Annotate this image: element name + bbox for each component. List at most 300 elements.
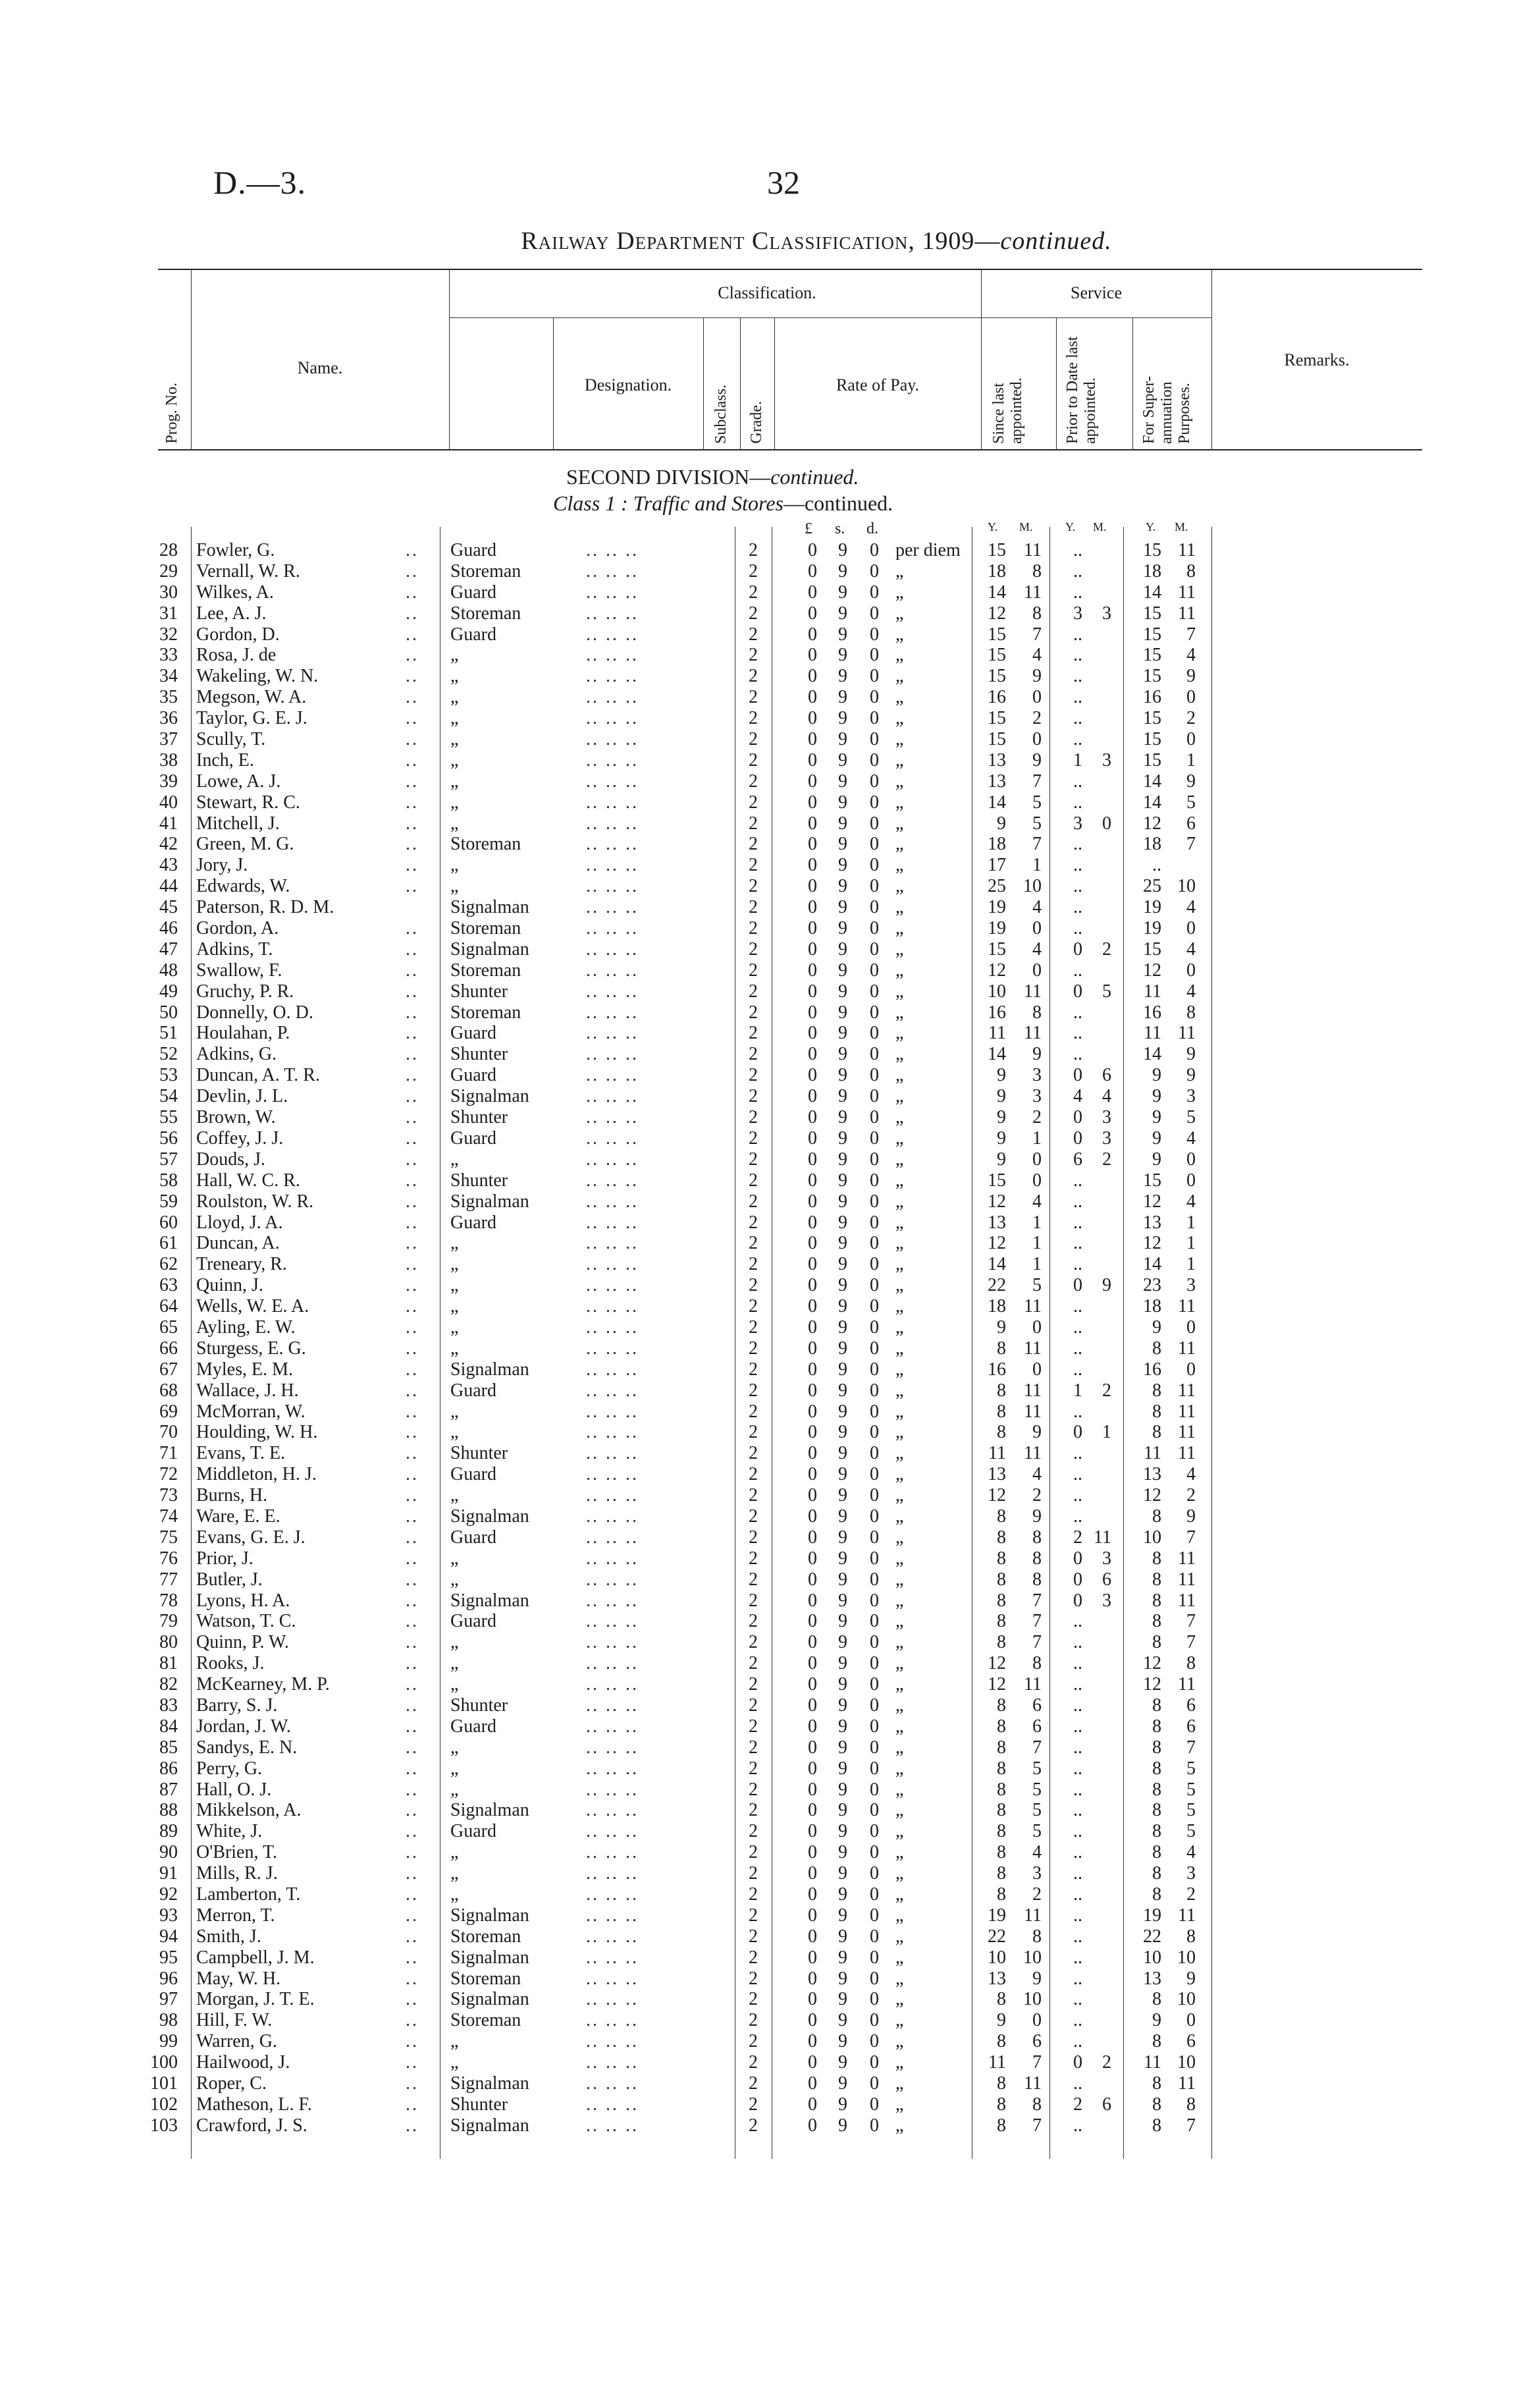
since-years: 8 [997, 1695, 1006, 1716]
pay-pounds: 0 [808, 687, 817, 708]
grade: 2 [749, 1527, 758, 1548]
grade: 2 [749, 1863, 758, 1884]
super-months: 11 [1178, 1023, 1196, 1044]
prog-no: 42 [159, 834, 178, 855]
pay-note: „ [895, 1212, 904, 1233]
pay-note: „ [895, 1002, 904, 1023]
table-row [0, 1485, 1540, 1506]
super-months: 7 [1186, 1527, 1196, 1548]
unit-years: Y. [988, 520, 998, 533]
prog-no: 51 [159, 1023, 178, 1044]
pay-note: „ [895, 687, 904, 708]
table-row [0, 1779, 1540, 1801]
grade: 2 [749, 1023, 758, 1044]
pay-shillings: 9 [838, 2010, 847, 2031]
pay-note: „ [895, 1716, 904, 1737]
super-months: 5 [1186, 792, 1196, 813]
table-row [0, 603, 1540, 624]
leader-dots: .. [406, 1149, 419, 1170]
pay-shillings: 9 [838, 981, 847, 1002]
super-years: 11 [1144, 981, 1161, 1002]
prior-years: .. [1073, 1968, 1082, 1989]
prog-no: 39 [159, 771, 178, 792]
pay-pence: 0 [870, 1107, 879, 1128]
grade: 2 [749, 2031, 758, 2052]
designation: Shunter [450, 1695, 508, 1716]
since-years: 8 [997, 2031, 1006, 2052]
pay-pence: 0 [870, 1485, 879, 1506]
grade: 2 [749, 1464, 758, 1485]
since-months: 5 [1032, 1821, 1042, 1842]
since-months: 0 [1032, 1359, 1042, 1380]
super-years: 10 [1143, 1947, 1161, 1968]
pay-pence: 0 [870, 1800, 879, 1821]
pay-shillings: 9 [838, 1968, 847, 1989]
designation: Guard [450, 1065, 496, 1086]
prog-no: 38 [159, 749, 178, 771]
prior-years: .. [1073, 1842, 1082, 1863]
super-years: 9 [1152, 1086, 1161, 1107]
leader-dots: .. .. .. [586, 1401, 639, 1422]
leader-dots: .. [406, 1758, 419, 1779]
prog-no: 30 [159, 582, 178, 603]
super-years: 11 [1144, 2052, 1161, 2073]
employee-name: Smith, J. [196, 1926, 261, 1947]
table-row [0, 1590, 1540, 1612]
designation: „ [450, 855, 459, 876]
grade: 2 [749, 1716, 758, 1737]
designation: „ [450, 2031, 459, 2052]
pay-note: „ [895, 1884, 904, 1905]
prior-years: 0 [1073, 1590, 1082, 1611]
employee-name: Devlin, J. L. [196, 1086, 288, 1107]
prior-months: 6 [1102, 2094, 1111, 2115]
leader-dots: .. [406, 1842, 419, 1863]
pay-shillings: 9 [838, 1254, 847, 1275]
employee-name: Burns, H. [196, 1485, 268, 1506]
prog-no: 40 [159, 792, 178, 813]
designation: „ [450, 1674, 459, 1695]
leader-dots: .. [406, 645, 419, 666]
since-months: 1 [1032, 1254, 1042, 1275]
leader-dots: .. [406, 749, 419, 771]
prog-no: 69 [159, 1401, 178, 1422]
designation: Guard [450, 1716, 496, 1737]
since-months: 11 [1024, 1296, 1042, 1317]
since-months: 11 [1024, 1401, 1042, 1422]
prog-no: 79 [159, 1611, 178, 1632]
leader-dots: .. .. .. [586, 1926, 639, 1947]
prior-years: .. [1073, 1884, 1082, 1905]
employee-name: Lloyd, J. A. [196, 1212, 283, 1233]
super-years: 8 [1152, 1569, 1161, 1590]
leader-dots: .. .. .. [586, 624, 639, 645]
super-years: 14 [1143, 771, 1161, 792]
prior-years: 6 [1073, 1149, 1082, 1170]
super-years: 19 [1143, 918, 1161, 939]
divider [740, 317, 741, 450]
pay-shillings: 9 [838, 687, 847, 708]
pay-note: „ [895, 1695, 904, 1716]
designation: Storeman [450, 918, 521, 939]
division-continued: continued. [770, 465, 859, 489]
leader-dots: .. [406, 2031, 419, 2052]
table-row [0, 582, 1540, 603]
pay-pounds: 0 [808, 1863, 817, 1884]
prior-years: .. [1073, 855, 1082, 876]
prior-months: 3 [1102, 749, 1111, 771]
super-months: 8 [1186, 1653, 1196, 1674]
designation: „ [450, 1149, 459, 1170]
table-row [0, 1338, 1540, 1359]
since-years: 14 [988, 792, 1006, 813]
pay-shillings: 9 [838, 1359, 847, 1380]
table-row [0, 1128, 1540, 1149]
since-years: 8 [997, 1527, 1006, 1548]
leader-dots: .. .. .. [586, 1233, 639, 1254]
class-label: Class 1 : [553, 491, 633, 515]
super-months: 5 [1186, 1107, 1196, 1128]
pay-note: „ [895, 1254, 904, 1275]
pay-note: „ [895, 603, 904, 624]
pay-pence: 0 [870, 1716, 879, 1737]
designation: „ [450, 749, 459, 771]
prior-months: 11 [1094, 1527, 1111, 1548]
prior-years: .. [1073, 792, 1082, 813]
super-months: 7 [1186, 1737, 1196, 1758]
pay-pounds: 0 [808, 1632, 817, 1653]
super-years: 9 [1152, 1107, 1161, 1128]
pay-pounds: 0 [808, 1044, 817, 1065]
leader-dots: .. .. .. [586, 834, 639, 855]
table-row [0, 1548, 1540, 1569]
super-years: 14 [1143, 1044, 1161, 1065]
designation: Guard [450, 1023, 496, 1044]
pay-pence: 0 [870, 749, 879, 771]
prog-no: 84 [159, 1716, 178, 1737]
super-years: 12 [1143, 1191, 1161, 1212]
grade: 2 [749, 813, 758, 834]
prior-years: 0 [1073, 1422, 1082, 1443]
grade: 2 [749, 855, 758, 876]
table-row [0, 1359, 1540, 1380]
since-months: 0 [1032, 2010, 1042, 2031]
super-months: 9 [1186, 1968, 1196, 1989]
since-months: 1 [1032, 1212, 1042, 1233]
employee-name: Wilkes, A. [196, 582, 274, 603]
designation: Guard [450, 1127, 496, 1149]
table-row [0, 876, 1540, 897]
pay-shillings: 9 [838, 1527, 847, 1548]
pay-pence: 0 [870, 1842, 879, 1863]
prog-no: 81 [159, 1653, 178, 1674]
pay-shillings: 9 [838, 1821, 847, 1842]
prior-years: 0 [1073, 2052, 1082, 2073]
since-months: 8 [1032, 1926, 1042, 1947]
divider [449, 269, 450, 450]
pay-note: „ [895, 708, 904, 729]
pay-shillings: 9 [838, 582, 847, 603]
pay-pence: 0 [870, 1926, 879, 1947]
super-years: 8 [1152, 1737, 1161, 1758]
unit-months: M. [1175, 520, 1188, 533]
pay-pounds: 0 [808, 1107, 817, 1128]
since-months: 8 [1032, 1002, 1042, 1023]
since-years: 9 [997, 1086, 1006, 1107]
since-months: 2 [1032, 708, 1042, 729]
leader-dots: .. [406, 813, 419, 834]
super-years: 8 [1152, 2031, 1161, 2052]
leader-dots: .. [406, 1275, 419, 1296]
prior-years: .. [1073, 771, 1082, 792]
col-superannuation: For Super-annuation Purposes. [1140, 376, 1193, 444]
employee-name: Adkins, G. [196, 1044, 277, 1065]
prior-years: 3 [1073, 813, 1082, 834]
leader-dots: .. [406, 1338, 419, 1359]
pay-note: „ [895, 1863, 904, 1884]
super-months: 4 [1186, 897, 1196, 918]
since-years: 15 [988, 708, 1006, 729]
leader-dots: .. [406, 792, 419, 813]
pay-pence: 0 [870, 1653, 879, 1674]
table-row [0, 1842, 1540, 1863]
col-service: Service [1071, 283, 1122, 302]
super-months: 1 [1186, 1212, 1196, 1233]
pay-pence: 0 [870, 2031, 879, 2052]
prog-no: 89 [159, 1821, 178, 1842]
since-months: 2 [1032, 1485, 1042, 1506]
pay-pence: 0 [870, 834, 879, 855]
pay-pounds: 0 [808, 1002, 817, 1023]
since-months: 0 [1032, 1170, 1042, 1191]
since-months: 7 [1032, 1632, 1042, 1653]
employee-name: Gordon, D. [196, 624, 280, 645]
designation: „ [450, 1275, 459, 1296]
since-years: 8 [997, 1716, 1006, 1737]
super-months: 9 [1186, 1506, 1196, 1527]
grade: 2 [749, 1968, 758, 1989]
pay-pounds: 0 [808, 1653, 817, 1674]
grade: 2 [749, 1506, 758, 1527]
pay-pence: 0 [870, 1569, 879, 1590]
table-row [0, 960, 1540, 981]
since-years: 10 [988, 1947, 1006, 1968]
pay-pence: 0 [870, 645, 879, 666]
since-years: 16 [988, 1002, 1006, 1023]
employee-name: Sturgess, E. G. [196, 1338, 306, 1359]
table-row [0, 540, 1540, 561]
super-months: 8 [1186, 2094, 1196, 2115]
super-years: 25 [1143, 876, 1161, 897]
super-months: 11 [1178, 1380, 1196, 1401]
prog-no: 76 [159, 1548, 178, 1569]
pay-pence: 0 [870, 624, 879, 645]
leader-dots: .. .. .. [586, 918, 639, 939]
grade: 2 [749, 1821, 758, 1842]
designation: Signalman [450, 1191, 529, 1212]
pay-pence: 0 [870, 1254, 879, 1275]
class-continued: —continued. [783, 491, 893, 515]
prog-no: 58 [159, 1170, 178, 1191]
designation: Signalman [450, 1506, 529, 1527]
designation: Shunter [450, 1443, 508, 1464]
pay-shillings: 9 [838, 1548, 847, 1569]
super-years: 8 [1152, 1884, 1161, 1905]
since-months: 11 [1024, 1443, 1042, 1464]
pay-pounds: 0 [808, 1233, 817, 1254]
pay-note: per diem [895, 540, 961, 560]
pay-shillings: 9 [838, 1380, 847, 1401]
leader-dots: .. [406, 981, 419, 1002]
pay-shillings: 9 [838, 1422, 847, 1443]
leader-dots: .. [406, 1590, 419, 1611]
grade: 2 [749, 1002, 758, 1023]
prior-years: .. [1073, 666, 1082, 687]
pay-note: „ [895, 1758, 904, 1779]
leader-dots: .. .. .. [586, 666, 639, 687]
leader-dots: .. [406, 1485, 419, 1506]
leader-dots: .. [406, 1401, 419, 1422]
col-subclass: Subclass. [712, 385, 730, 444]
pay-note: „ [895, 1989, 904, 2010]
pay-pounds: 0 [808, 1548, 817, 1569]
employee-name: Myles, E. M. [196, 1359, 293, 1380]
since-months: 11 [1024, 1674, 1042, 1695]
super-months: 11 [1178, 2073, 1196, 2094]
super-months: 6 [1186, 1695, 1196, 1716]
grade: 2 [749, 1485, 758, 1506]
super-years: 9 [1152, 1149, 1161, 1170]
super-months: 4 [1186, 1842, 1196, 1863]
pay-pence: 0 [870, 2010, 879, 2031]
super-years: 8 [1152, 1380, 1161, 1401]
pay-note: „ [895, 1065, 904, 1086]
page-title-continued: continued. [1000, 227, 1112, 255]
pay-shillings: 9 [838, 2052, 847, 2073]
pay-shillings: 9 [838, 1044, 847, 1065]
super-years: 14 [1143, 792, 1161, 813]
grade: 2 [749, 1737, 758, 1758]
pay-shillings: 9 [838, 876, 847, 897]
leader-dots: .. [406, 603, 419, 624]
since-months: 9 [1032, 666, 1042, 687]
pay-pence: 0 [870, 1044, 879, 1065]
prior-months: 9 [1102, 1275, 1111, 1296]
super-months: 1 [1186, 1233, 1196, 1254]
prog-no: 54 [159, 1086, 178, 1107]
grade: 2 [749, 1127, 758, 1149]
leader-dots: .. .. .. [586, 1779, 639, 1800]
super-months: 11 [1178, 1338, 1196, 1359]
pay-note: „ [895, 1737, 904, 1758]
pay-pence: 0 [870, 1758, 879, 1779]
since-years: 13 [988, 1968, 1006, 1989]
pay-pounds: 0 [808, 1170, 817, 1191]
designation: „ [450, 1863, 459, 1884]
prog-no: 53 [159, 1065, 178, 1086]
prior-years: .. [1073, 897, 1082, 918]
super-months: 10 [1177, 1947, 1196, 1968]
table-row [0, 750, 1540, 771]
since-months: 7 [1032, 1737, 1042, 1758]
grade: 2 [749, 1884, 758, 1905]
section-title [566, 465, 859, 489]
pay-pence: 0 [870, 918, 879, 939]
super-years: 8 [1152, 1611, 1161, 1632]
pay-shillings: 9 [838, 729, 847, 750]
pay-pounds: 0 [808, 560, 817, 582]
prog-no: 29 [159, 560, 178, 582]
super-years: 9 [1152, 1127, 1161, 1149]
pay-note: „ [895, 645, 904, 666]
grade: 2 [749, 582, 758, 603]
since-months: 7 [1032, 1590, 1042, 1611]
prior-years: .. [1073, 1989, 1082, 2010]
employee-name: Donnelly, O. D. [196, 1002, 313, 1023]
leader-dots: .. .. .. [586, 2010, 639, 2031]
pay-shillings: 9 [838, 1590, 847, 1611]
leader-dots: .. .. .. [586, 1127, 639, 1149]
designation: „ [450, 1338, 459, 1359]
leader-dots: .. [406, 1863, 419, 1884]
super-years: 8 [1152, 2073, 1161, 2094]
leader-dots: .. .. .. [586, 1674, 639, 1695]
table-row [0, 1086, 1540, 1107]
prog-no: 67 [159, 1359, 178, 1380]
pay-pounds: 0 [808, 2073, 817, 2094]
grade: 2 [749, 1800, 758, 1821]
table-row [0, 1884, 1540, 1905]
employee-name: Scully, T. [196, 729, 266, 750]
since-months: 3 [1032, 1065, 1042, 1086]
pay-pence: 0 [870, 666, 879, 687]
since-years: 9 [997, 1107, 1006, 1128]
since-months: 9 [1032, 1506, 1042, 1527]
leader-dots: .. [406, 540, 419, 560]
pay-shillings: 9 [838, 624, 847, 645]
employee-name: Crawford, J. S. [196, 2115, 307, 2136]
super-years: 12 [1143, 1233, 1161, 1254]
employee-name: Evans, G. E. J. [196, 1527, 305, 1548]
pay-note: „ [895, 749, 904, 771]
designation: Signalman [450, 1800, 529, 1821]
since-years: 8 [997, 1632, 1006, 1653]
super-months: 11 [1178, 603, 1196, 624]
pay-pence: 0 [870, 708, 879, 729]
col-since-last-appointed: Since last appointed. [990, 377, 1025, 444]
since-months: 9 [1032, 749, 1042, 771]
table-row [0, 2052, 1540, 2073]
since-years: 13 [988, 1212, 1006, 1233]
super-months: 11 [1178, 1548, 1196, 1569]
pay-pounds: 0 [808, 771, 817, 792]
super-months: 6 [1186, 2031, 1196, 2052]
employee-name: Houlding, W. H. [196, 1422, 318, 1443]
col-name: Name. [297, 358, 343, 377]
prog-no: 55 [159, 1107, 178, 1128]
super-months: 9 [1186, 771, 1196, 792]
leader-dots: .. .. .. [586, 1527, 639, 1548]
unit-years: Y. [1146, 520, 1156, 533]
since-months: 7 [1032, 1611, 1042, 1632]
leader-dots: .. .. .. [586, 1464, 639, 1485]
pay-pounds: 0 [808, 1905, 817, 1926]
grade: 2 [749, 1296, 758, 1317]
employee-name: Treneary, R. [196, 1254, 287, 1275]
super-years: 8 [1152, 1548, 1161, 1569]
pay-pounds: 0 [808, 1086, 817, 1107]
pay-note: „ [895, 834, 904, 855]
